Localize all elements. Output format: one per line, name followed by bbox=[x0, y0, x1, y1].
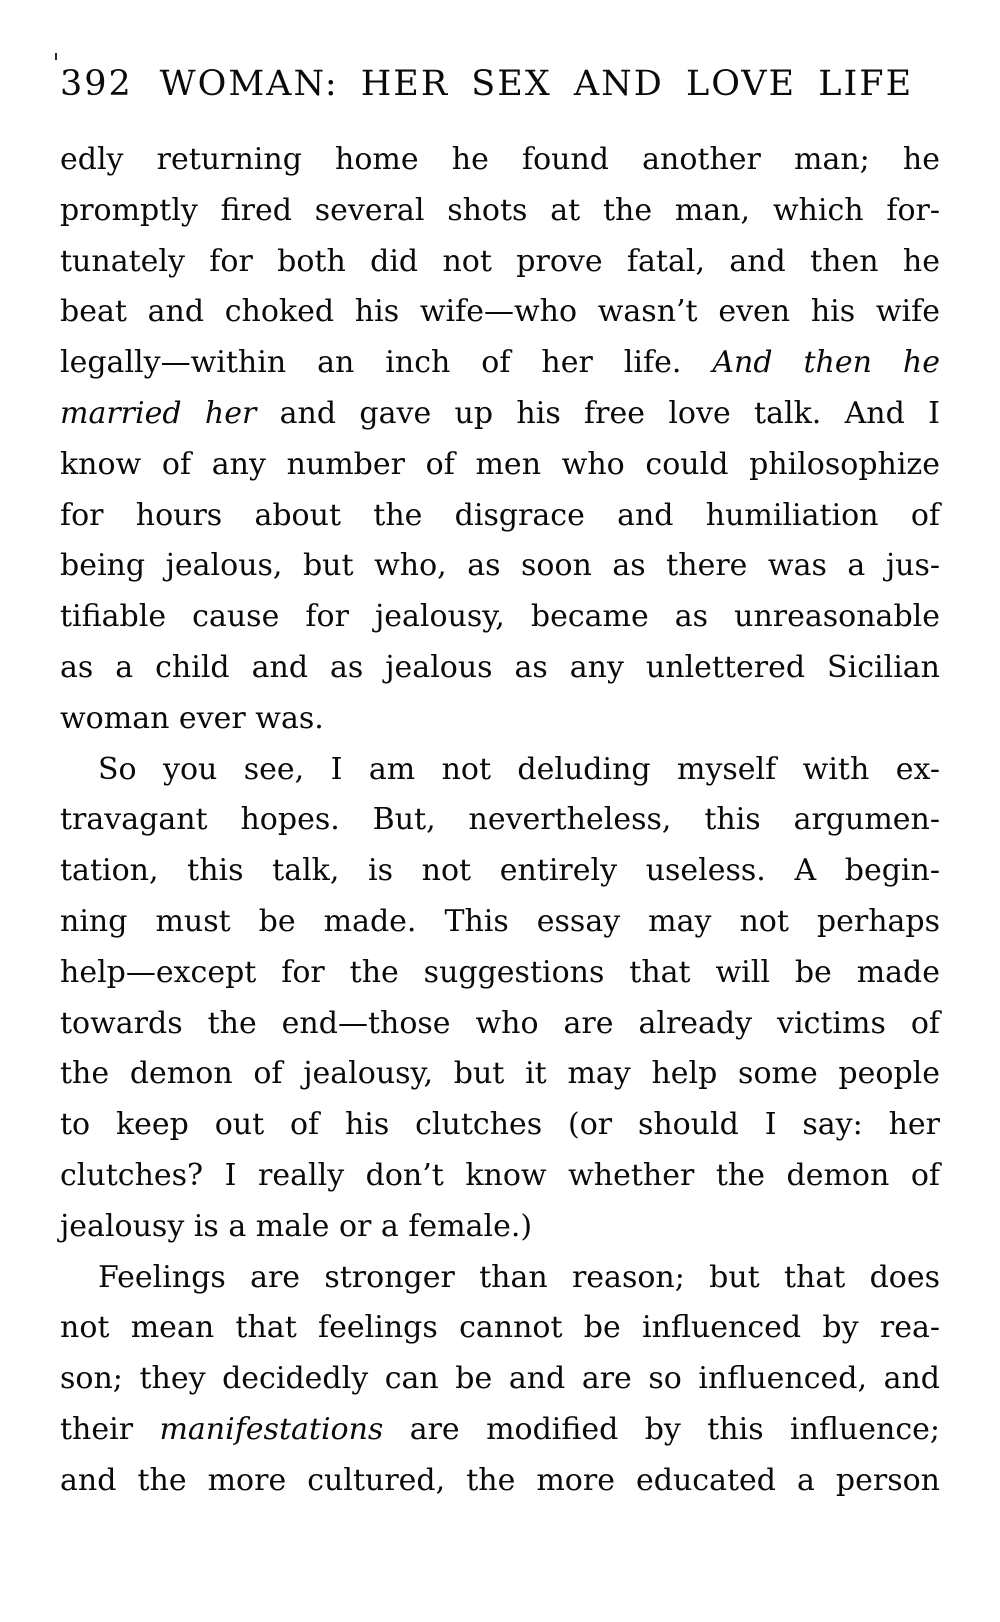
text-line bbox=[60, 948, 940, 999]
text-segment: beat and choked his wife—who wasn’t even his wife bbox=[60, 294, 940, 330]
text-segment: So you see, I am not deluding myself with ex- bbox=[98, 751, 940, 787]
text-line bbox=[60, 389, 940, 440]
text-segment: jealousy is a male or a female.) bbox=[60, 1208, 533, 1244]
text-line bbox=[60, 186, 940, 237]
text-line bbox=[60, 643, 940, 694]
text-line bbox=[60, 592, 940, 643]
text-line bbox=[60, 491, 940, 542]
text-line bbox=[60, 1456, 940, 1507]
text-line bbox=[60, 1354, 940, 1405]
text-segment: help—except for the suggestions that will be made bbox=[60, 954, 940, 990]
text-segment: son; they decidedly can be and are so influenced, and bbox=[60, 1361, 940, 1397]
text-line bbox=[60, 135, 940, 186]
text-segment: for hours about the disgrace and humiliation of bbox=[60, 497, 940, 533]
text-line bbox=[60, 338, 940, 389]
text-line bbox=[60, 999, 940, 1050]
text-line bbox=[60, 287, 940, 338]
text-segment: legally—within an inch of her life. bbox=[60, 345, 713, 381]
text-segment: and gave up his free love talk. And I bbox=[256, 395, 940, 431]
italic-text: And then he bbox=[712, 345, 940, 381]
text-segment: being jealous, but who, as soon as there was a jus- bbox=[60, 548, 940, 584]
text-line bbox=[60, 745, 940, 796]
text-segment: tunately for both did not prove fatal, and then he bbox=[60, 243, 940, 279]
text-line bbox=[60, 541, 940, 592]
text-line bbox=[60, 897, 940, 948]
text-segment: tifiable cause for jealousy, became as unreasonable bbox=[60, 599, 940, 635]
paragraph bbox=[60, 1253, 940, 1507]
paragraph bbox=[60, 135, 940, 745]
text-segment: to keep out of his clutches (or should I say: her bbox=[60, 1107, 940, 1143]
text-segment: clutches? I really don’t know whether the demon of bbox=[60, 1157, 940, 1193]
text-segment: Feelings are stronger than reason; but that does bbox=[98, 1259, 940, 1295]
text-segment: towards the end—those who are already victims of bbox=[60, 1005, 940, 1041]
text-line bbox=[60, 1202, 940, 1253]
page-number: 392 bbox=[60, 64, 133, 104]
text-segment: ning must be made. This essay may not perhaps bbox=[60, 903, 940, 939]
text-line bbox=[60, 694, 940, 745]
text-segment: as a child and as jealous as any unlettered Sicilian bbox=[60, 649, 940, 685]
italic-text: manifestations bbox=[159, 1411, 384, 1447]
text-line bbox=[60, 1303, 940, 1354]
text-line bbox=[60, 440, 940, 491]
text-segment: woman ever was. bbox=[60, 700, 324, 736]
body-text bbox=[60, 135, 940, 1507]
text-segment: and the more cultured, the more educated a person bbox=[60, 1462, 940, 1498]
text-segment: their bbox=[60, 1411, 160, 1447]
text-segment: are modified by this influence; bbox=[383, 1411, 940, 1447]
italic-text: married her bbox=[60, 395, 257, 431]
paragraph bbox=[60, 745, 940, 1253]
text-segment: the demon of jealousy, but it may help some people bbox=[60, 1056, 940, 1092]
text-segment: edly returning home he found another man; he bbox=[60, 142, 940, 177]
running-title: WOMAN: HER SEX AND LOVE LIFE bbox=[159, 64, 914, 104]
text-segment: know of any number of men who could philosophize bbox=[60, 446, 940, 482]
text-segment: travagant hopes. But, nevertheless, this argumen- bbox=[60, 802, 940, 838]
text-line bbox=[60, 1151, 940, 1202]
text-segment: promptly fired several shots at the man, which for- bbox=[60, 192, 940, 228]
text-line bbox=[60, 1100, 940, 1151]
text-line bbox=[60, 846, 940, 897]
text-line bbox=[60, 1253, 940, 1304]
text-segment: not mean that feelings cannot be influenced by rea- bbox=[60, 1310, 940, 1346]
page-header bbox=[60, 64, 940, 104]
text-line bbox=[60, 1049, 940, 1100]
text-segment: tation, this talk, is not entirely useless. A begin- bbox=[60, 853, 940, 889]
scan-artifact-tick bbox=[55, 53, 57, 60]
text-line bbox=[60, 237, 940, 288]
text-line bbox=[60, 1405, 940, 1456]
text-line bbox=[60, 795, 940, 846]
